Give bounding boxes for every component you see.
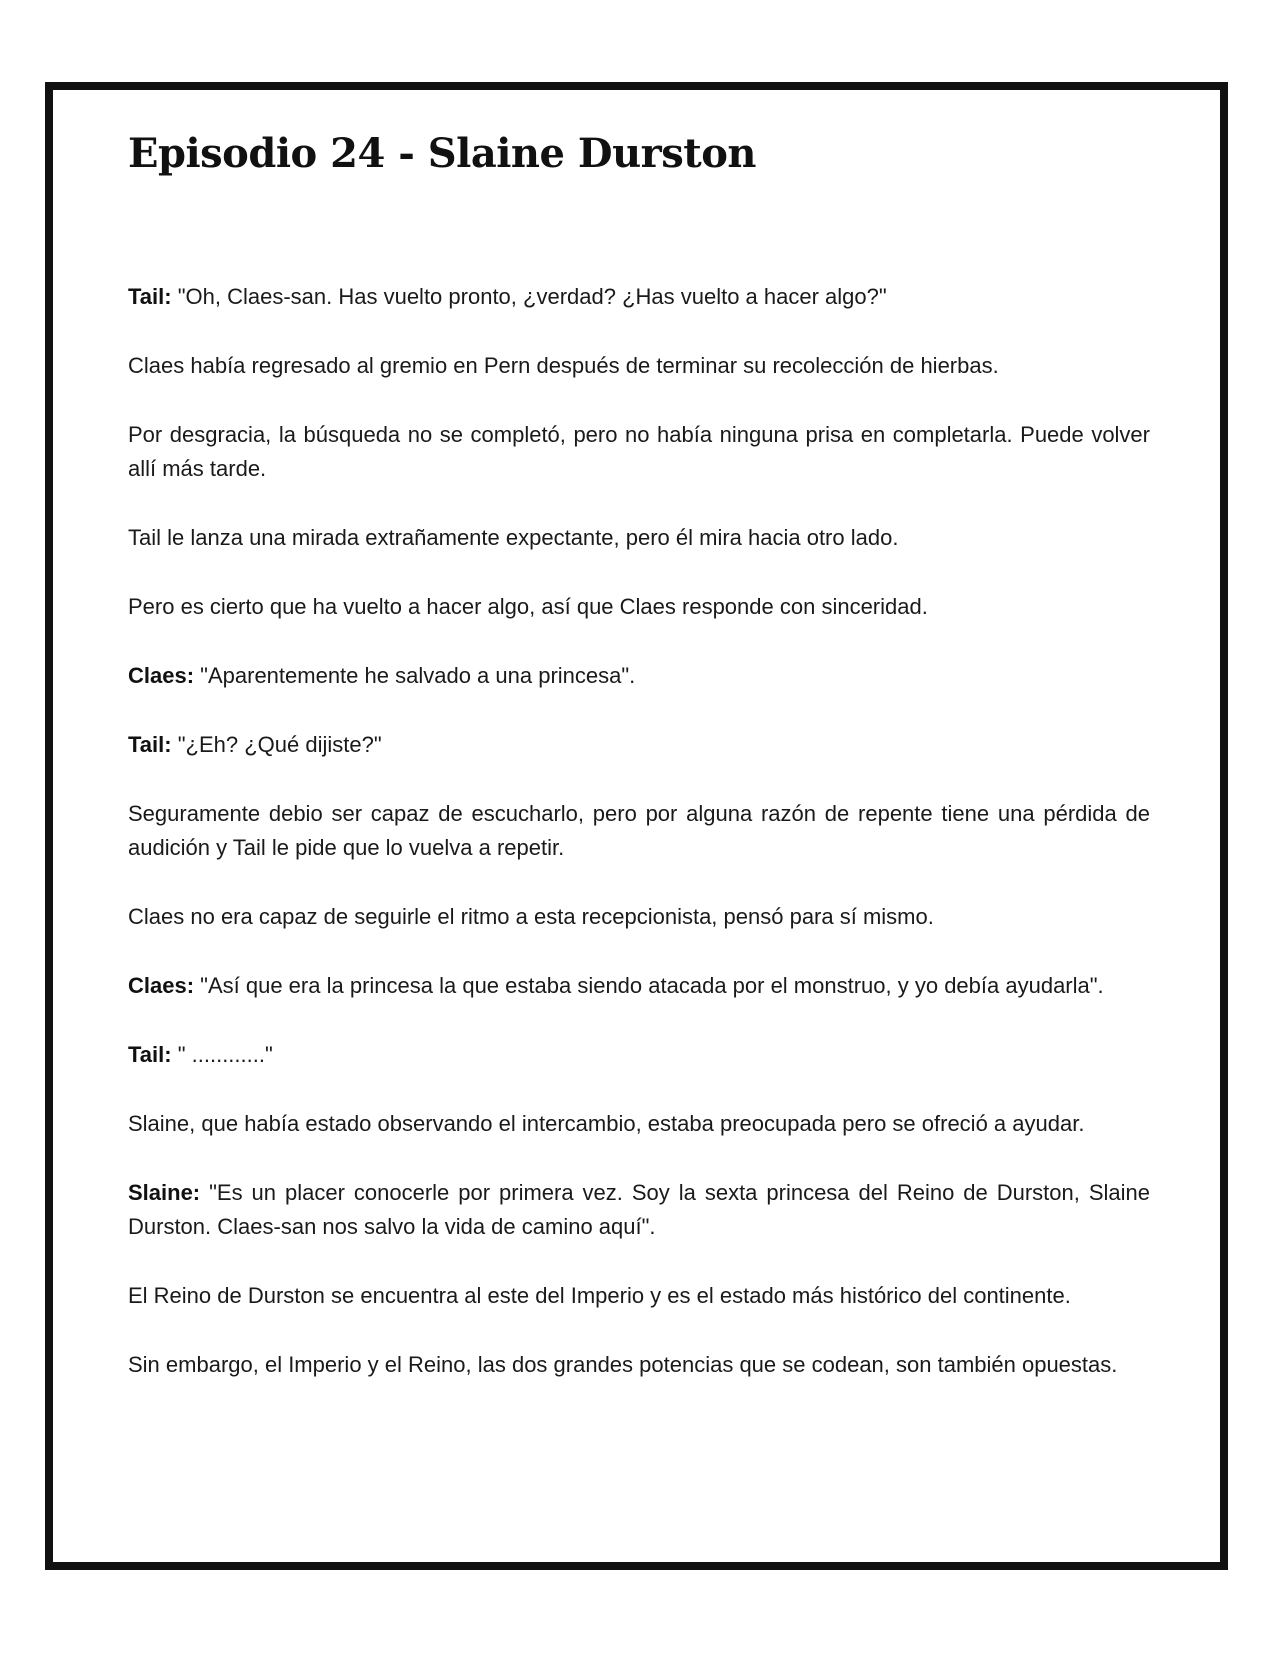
paragraph	[128, 349, 1150, 383]
paragraph	[128, 1038, 1150, 1072]
paragraph-text: El Reino de Durston se encuentra al este del Imperio y es el estado más histórico del continente.	[128, 1283, 1071, 1308]
paragraph-text: Claes había regresado al gremio en Pern después de terminar su recolección de hierbas.	[128, 353, 999, 378]
paragraph	[128, 969, 1150, 1003]
paragraph-text: "Aparentemente he salvado a una princesa".	[194, 663, 636, 688]
paragraph-text: " ............"	[171, 1042, 273, 1067]
speaker-label: Claes:	[128, 973, 195, 998]
paragraph-text: Tail le lanza una mirada extrañamente expectante, pero él mira hacia otro lado.	[128, 525, 899, 550]
paragraph	[128, 521, 1150, 555]
paragraph-text: Sin embargo, el Imperio y el Reino, las dos grandes potencias que se codean, son también opuestas.	[128, 1352, 1118, 1377]
speaker-label: Tail:	[128, 732, 172, 757]
paragraph	[128, 1107, 1150, 1141]
speaker-label: Tail:	[128, 1042, 172, 1067]
document-content	[128, 130, 1150, 1417]
paragraph-text: "Oh, Claes-san. Has vuelto pronto, ¿verdad? ¿Has vuelto a hacer algo?"	[171, 284, 887, 309]
paragraph-text: Claes no era capaz de seguirle el ritmo a esta recepcionista, pensó para sí mismo.	[128, 904, 934, 929]
paragraph	[128, 900, 1150, 934]
paragraph	[128, 1279, 1150, 1313]
episode-title: Episodio 24 - Slaine Durston	[128, 130, 756, 177]
speaker-label: Tail:	[128, 284, 172, 309]
paragraph	[128, 659, 1150, 693]
document-body	[128, 280, 1150, 1382]
paragraph	[128, 1348, 1150, 1382]
paragraph	[128, 280, 1150, 314]
paragraph-text: Slaine, que había estado observando el intercambio, estaba preocupada pero se ofreció a ayudar.	[128, 1111, 1085, 1136]
paragraph-text: "Es un placer conocerle por primera vez. Soy la sexta princesa del Reino de Durston, Slaine Durston. Claes-san nos salvo la vida de camino aquí".	[128, 1180, 1150, 1239]
paragraph	[128, 797, 1150, 865]
paragraph-text: "Así que era la princesa la que estaba siendo atacada por el monstruo, y yo debía ayudarla".	[194, 973, 1104, 998]
paragraph	[128, 590, 1150, 624]
paragraph	[128, 1176, 1150, 1244]
speaker-label: Claes:	[128, 663, 195, 688]
paragraph-text: Seguramente debio ser capaz de escucharlo, pero por alguna razón de repente tiene una pérdida de audición y Tail le pide que lo vuelva a repetir.	[128, 801, 1150, 860]
paragraph-text: Por desgracia, la búsqueda no se completó, pero no había ninguna prisa en completarla. Puede volver allí más tarde.	[128, 422, 1150, 481]
paragraph-text: "¿Eh? ¿Qué dijiste?"	[171, 732, 382, 757]
paragraph	[128, 418, 1150, 486]
speaker-label: Slaine:	[128, 1180, 201, 1205]
paragraph-text: Pero es cierto que ha vuelto a hacer algo, así que Claes responde con sinceridad.	[128, 594, 928, 619]
paragraph	[128, 728, 1150, 762]
